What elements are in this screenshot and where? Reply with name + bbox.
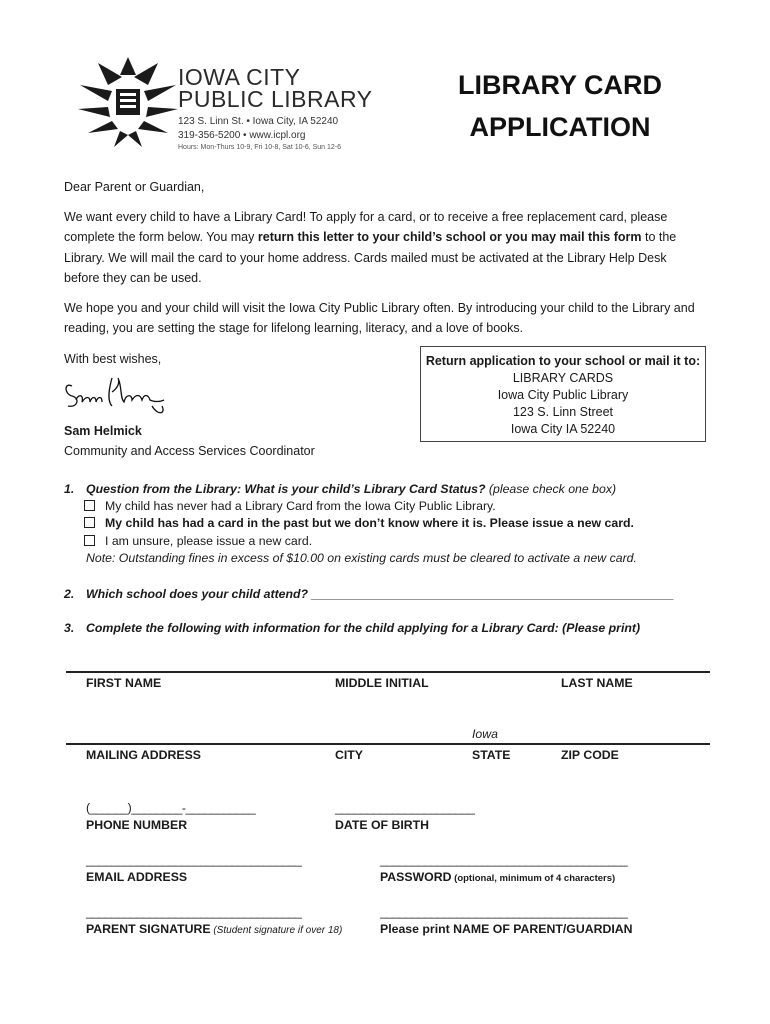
return-address-box bbox=[420, 346, 706, 442]
signature-image bbox=[62, 372, 168, 420]
parent-name-label: Please print NAME OF PARENT/GUARDIAN bbox=[380, 922, 633, 936]
title-line1: LIBRARY CARD bbox=[457, 70, 662, 100]
middle-initial-label: MIDDLE INITIAL bbox=[335, 676, 429, 690]
status-option-label: My child has never had a Library Card from the Iowa City Public Library. bbox=[105, 499, 496, 513]
question-2-text: Which school does your child attend? _____________________________________________________ bbox=[86, 587, 674, 601]
password-hint: (optional, minimum of 4 characters) bbox=[451, 873, 616, 884]
status-option-unsure[interactable] bbox=[84, 534, 312, 548]
paragraph-1 bbox=[64, 207, 704, 289]
signer-name: Sam Helmick bbox=[64, 424, 142, 438]
return-box-heading: Return application to your school or mail it to: bbox=[425, 354, 701, 368]
paragraph-2: We hope you and your child will visit the Iowa City Public Library often. By introducing your child to the Library and reading, you are setting the stage for lifelong learning, literacy, and a love of books. bbox=[64, 301, 695, 336]
question-1-text: Question from the Library: What is your child’s Library Card Status? bbox=[86, 482, 486, 496]
zip-code-label: ZIP CODE bbox=[561, 748, 619, 762]
form-divider bbox=[66, 671, 710, 673]
parent-name-field[interactable]: _______________________________________ bbox=[380, 905, 628, 919]
date-of-birth-label: DATE OF BIRTH bbox=[335, 818, 430, 832]
paragraph-1-b: to the Library. We will mail the card to your home address. Cards mailed must be activated at the Library Help Desk before they can be used. bbox=[64, 230, 677, 286]
checkbox-icon[interactable] bbox=[84, 517, 95, 528]
question-3-number: 3. bbox=[64, 621, 75, 635]
library-phone-web: 319-356-5200 • www.icpl.org bbox=[178, 130, 306, 141]
return-box-line1: LIBRARY CARDS bbox=[512, 371, 614, 385]
status-option-label: My child has had a card in the past but we don’t know where it is. Please issue a new card. bbox=[105, 516, 634, 530]
library-name-line2: PUBLIC LIBRARY bbox=[178, 86, 373, 112]
question-1-number: 1. bbox=[64, 482, 75, 496]
parent-signature-label bbox=[86, 922, 342, 936]
fines-note: Note: Outstanding fines in excess of $10.00 on existing cards must be cleared to activate a new card. bbox=[86, 551, 637, 565]
state-value: Iowa bbox=[472, 727, 498, 741]
library-name bbox=[178, 66, 372, 110]
return-box-line3: 123 S. Linn Street bbox=[512, 405, 614, 419]
question-1 bbox=[64, 482, 616, 496]
password-label-text: PASSWORD bbox=[380, 870, 452, 884]
parent-signature-field[interactable]: __________________________________ bbox=[86, 905, 302, 919]
greeting: Dear Parent or Guardian, bbox=[64, 180, 205, 194]
return-box-line4: Iowa City IA 52240 bbox=[510, 422, 616, 436]
paragraph-1-a: We want every child to have a Library Card! To apply for a card, or to receive a free replacement card, please complete the form below. You may bbox=[64, 210, 668, 245]
question-2[interactable] bbox=[64, 587, 674, 601]
checkbox-icon[interactable] bbox=[84, 500, 95, 511]
parent-signature-label-text: PARENT SIGNATURE bbox=[86, 922, 211, 936]
status-option-never[interactable] bbox=[84, 499, 496, 513]
password-field[interactable]: _______________________________________ bbox=[380, 853, 628, 867]
password-label bbox=[380, 870, 615, 884]
last-name-label: LAST NAME bbox=[561, 676, 633, 690]
city-label: CITY bbox=[335, 748, 364, 762]
mailing-address-label: MAILING ADDRESS bbox=[86, 748, 202, 762]
library-logo-icon bbox=[78, 55, 178, 151]
library-address: 123 S. Linn St. • Iowa City, IA 52240 bbox=[178, 116, 339, 127]
question-3 bbox=[64, 621, 640, 635]
parent-signature-hint: (Student signature if over 18) bbox=[210, 925, 343, 936]
closing: With best wishes, bbox=[64, 352, 162, 366]
title-line2: APPLICATION bbox=[469, 112, 651, 142]
email-field[interactable]: __________________________________ bbox=[86, 853, 302, 867]
paragraph-1-bold: return this letter to your child’s school or you may mail this form bbox=[257, 230, 642, 245]
phone-field[interactable]: (______)________-___________ bbox=[86, 801, 256, 815]
question-3-text: Complete the following with information for the child applying for a Library Card: (Please print) bbox=[86, 621, 641, 635]
library-hours: Hours: Mon-Thurs 10-9, Fri 10-8, Sat 10-6, Sun 12-6 bbox=[178, 144, 342, 151]
checkbox-icon[interactable] bbox=[84, 535, 95, 546]
email-address-label: EMAIL ADDRESS bbox=[86, 870, 188, 884]
form-divider bbox=[66, 743, 710, 745]
status-option-label: I am unsure, please issue a new card. bbox=[105, 534, 313, 548]
library-name-line1: IOWA CITY bbox=[178, 64, 301, 90]
date-of-birth-field[interactable]: ______________________ bbox=[335, 801, 475, 815]
status-option-lost[interactable] bbox=[84, 516, 634, 530]
question-2-number: 2. bbox=[64, 587, 75, 601]
question-1-hint: (please check one box) bbox=[485, 482, 617, 496]
state-label: STATE bbox=[472, 748, 511, 762]
return-box-line2: Iowa City Public Library bbox=[497, 388, 629, 402]
phone-number-label: PHONE NUMBER bbox=[86, 818, 188, 832]
page-title bbox=[440, 64, 680, 148]
first-name-label: FIRST NAME bbox=[86, 676, 162, 690]
signer-title: Community and Access Services Coordinator bbox=[64, 444, 315, 458]
